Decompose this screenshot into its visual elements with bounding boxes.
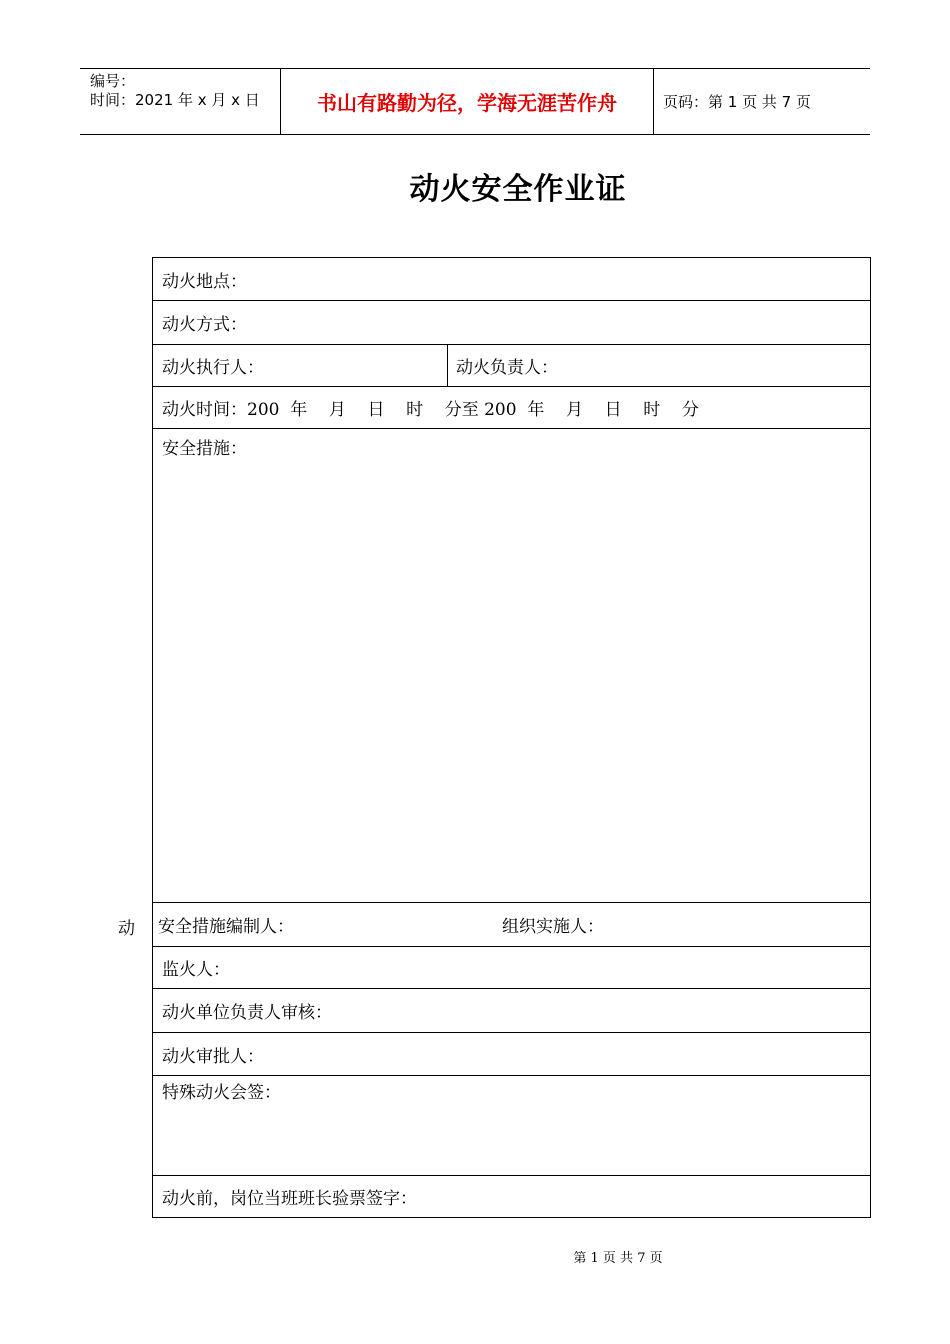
pre-check-sign-field[interactable]: 动火前，岗位当班班长验票签字：	[162, 1189, 417, 1209]
location-field[interactable]: 动火地点：	[162, 271, 247, 292]
permit-form	[152, 257, 871, 1218]
unit-review-field[interactable]: 动火单位负责人审核：	[162, 1003, 332, 1023]
row-location	[153, 258, 870, 301]
document-header	[80, 68, 870, 135]
measures-author-field[interactable]: 安全措施编制人：	[158, 917, 294, 937]
document-title: 动火安全作业证	[409, 172, 627, 207]
row-fire-watcher	[153, 947, 870, 989]
row-people	[153, 345, 870, 387]
row-unit-review	[153, 989, 870, 1033]
row-approver	[153, 1033, 870, 1076]
safety-measures-field[interactable]: 安全措施：	[162, 439, 247, 459]
implementer-field[interactable]: 组织实施人：	[502, 917, 604, 937]
row-special-countersign	[153, 1076, 870, 1176]
number-label: 编号：	[90, 72, 136, 90]
fire-watcher-field[interactable]: 监火人：	[162, 960, 230, 980]
method-field[interactable]: 动火方式：	[162, 315, 247, 335]
row-pre-check-sign	[153, 1176, 870, 1217]
executor-field[interactable]: 动火执行人：	[162, 358, 264, 378]
row-safety-measures	[153, 429, 870, 903]
special-countersign-field[interactable]: 特殊动火会签：	[162, 1083, 281, 1103]
responsible-field[interactable]: 动火负责人：	[456, 358, 558, 378]
row-method	[153, 301, 870, 345]
time-label: 时间：2021 年 x 月 x 日	[90, 91, 260, 109]
page-footer: 第 1 页 共 7 页	[573, 1251, 663, 1266]
row-measures-author	[153, 903, 870, 947]
side-label: 动	[118, 919, 135, 939]
approver-field[interactable]: 动火审批人：	[162, 1046, 264, 1067]
motto: 书山有路勤为径，学海无涯苦作舟	[281, 69, 654, 134]
page-info: 页码：第 1 页 共 7 页	[663, 93, 811, 111]
time-field[interactable]: 动火时间：200 年 月 日 时 分至 200 年 月 日 时 分	[162, 400, 699, 420]
header-meta	[80, 69, 281, 134]
row-time	[153, 387, 870, 429]
